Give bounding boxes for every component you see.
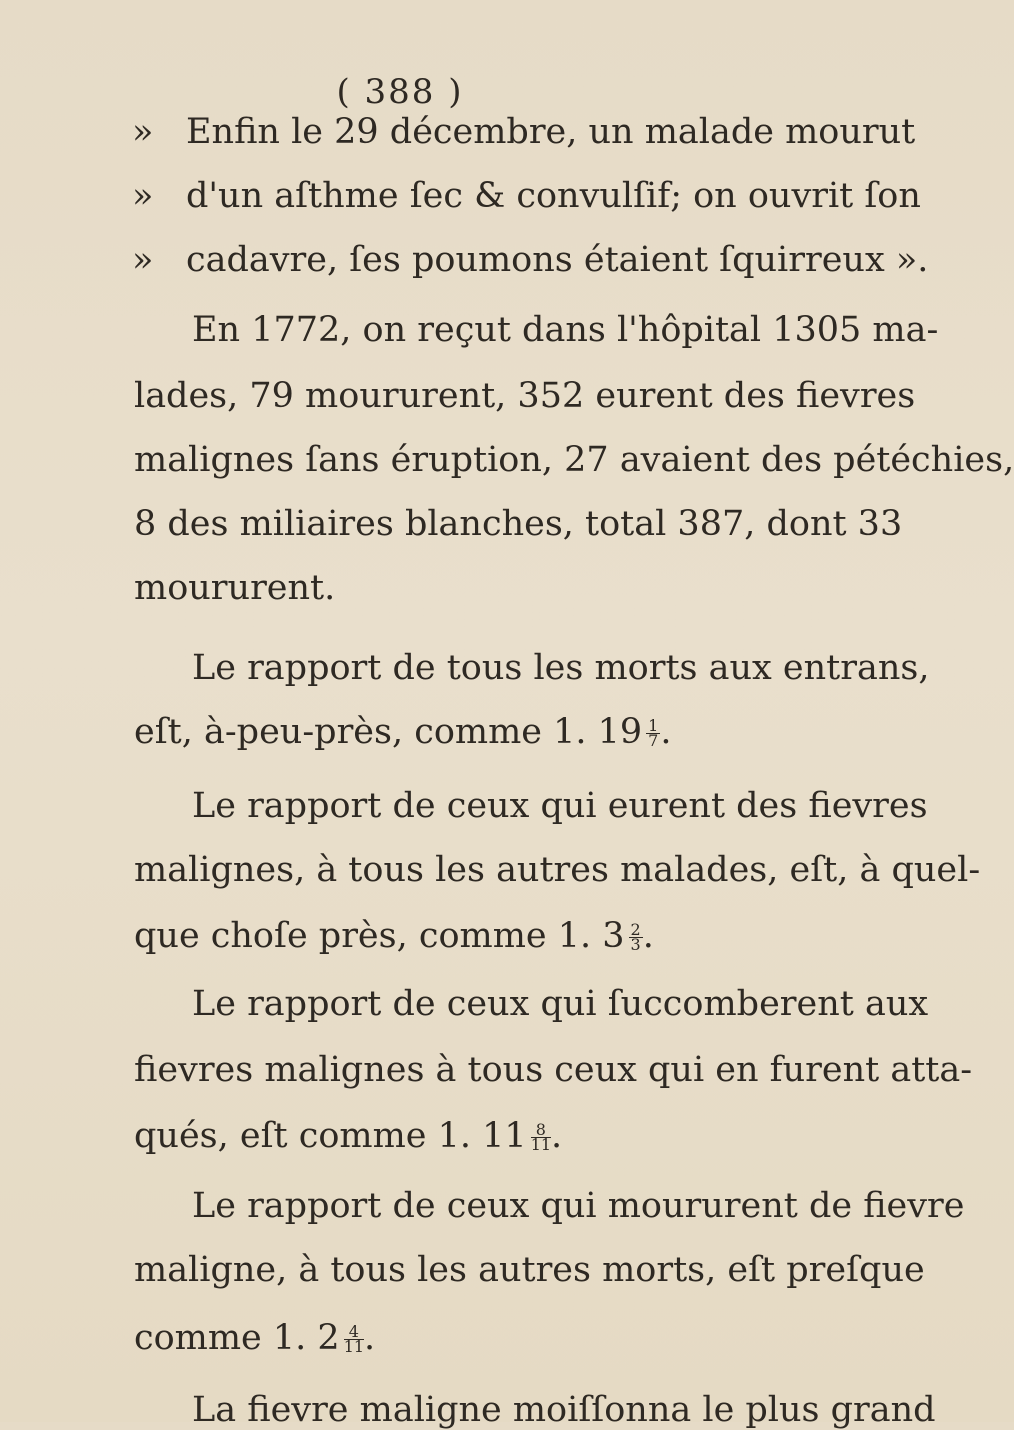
text-line	[192, 1186, 964, 1226]
line-text: que choſe près, comme 1. 3	[134, 916, 625, 956]
line-text: En 1772, on reçut dans l'hôpital 1305 ma-	[192, 310, 939, 350]
fraction	[629, 920, 643, 954]
line-text: qués, eſt comme 1. 11	[134, 1116, 527, 1156]
fraction-numerator: 1	[648, 716, 659, 735]
text-line	[134, 376, 915, 416]
line-end: .	[364, 1318, 376, 1358]
line-text: 8 des miliaires blanches, total 387, dont 33	[134, 504, 903, 544]
line-text: Le rapport de tous les morts aux entrans,	[192, 648, 930, 688]
fraction-numerator: 2	[630, 920, 641, 939]
quote-mark: »	[132, 240, 154, 280]
text-line	[134, 712, 672, 752]
line-text: comme 1. 2	[134, 1318, 340, 1358]
text-line	[134, 1116, 562, 1156]
fraction-numerator: 4	[344, 1325, 364, 1340]
fraction	[646, 716, 660, 750]
quote-mark: »	[132, 176, 154, 216]
line-text: d'un aſthme ſec & convulſif; on ouvrit ſon	[186, 176, 921, 216]
line-text: Le rapport de ceux qui eurent des fievres	[192, 786, 928, 826]
text-line	[134, 1250, 925, 1290]
quote-mark: »	[132, 112, 154, 152]
fraction-denominator: 3	[630, 935, 641, 954]
fraction-denominator: 7	[648, 731, 659, 750]
fraction-denominator: 11	[530, 1135, 552, 1154]
text-line	[134, 850, 980, 890]
line-text: moururent.	[134, 568, 336, 608]
fraction-numerator: 8	[531, 1123, 551, 1138]
text-line	[192, 984, 928, 1024]
text-line	[132, 112, 915, 152]
line-end: .	[660, 712, 672, 752]
line-text: eſt, à-peu-près, comme 1. 19	[134, 712, 643, 752]
line-text: La fievre maligne moiſſonna le plus grand	[192, 1390, 936, 1430]
fraction	[343, 1322, 365, 1356]
page-number: ( 388 )	[336, 72, 464, 112]
line-text: Le rapport de ceux qui ſuccomberent aux	[192, 984, 929, 1024]
fraction	[530, 1120, 552, 1154]
line-text: lades, 79 moururent, 352 eurent des fievres	[134, 376, 916, 416]
text-line	[192, 310, 938, 350]
line-end: .	[551, 1116, 563, 1156]
text-line	[134, 1050, 972, 1090]
text-line	[134, 440, 1014, 480]
line-text: malignes ſans éruption, 27 avaient des pétéchies,	[134, 440, 1014, 480]
line-text: Le rapport de ceux qui moururent de fievre	[192, 1186, 965, 1226]
text-line	[134, 568, 335, 608]
line-text: maligne, à tous les autres morts, eſt preſque	[134, 1250, 925, 1290]
text-line	[134, 504, 902, 544]
text-line	[192, 1390, 936, 1430]
text-line	[192, 648, 929, 688]
line-text: fievres malignes à tous ceux qui en furent atta-	[134, 1050, 973, 1090]
fraction-denominator: 11	[343, 1337, 365, 1356]
text-line	[192, 786, 928, 826]
line-text: cadavre, ſes poumons étaient ſquirreux ».	[186, 240, 929, 280]
text-line	[132, 176, 921, 216]
line-text: Enfin le 29 décembre, un malade mourut	[186, 112, 916, 152]
text-line	[132, 240, 928, 280]
text-line	[134, 1318, 375, 1358]
text-line	[134, 916, 654, 956]
line-end: .	[642, 916, 654, 956]
line-text: malignes, à tous les autres malades, eſt, à quel-	[134, 850, 981, 890]
